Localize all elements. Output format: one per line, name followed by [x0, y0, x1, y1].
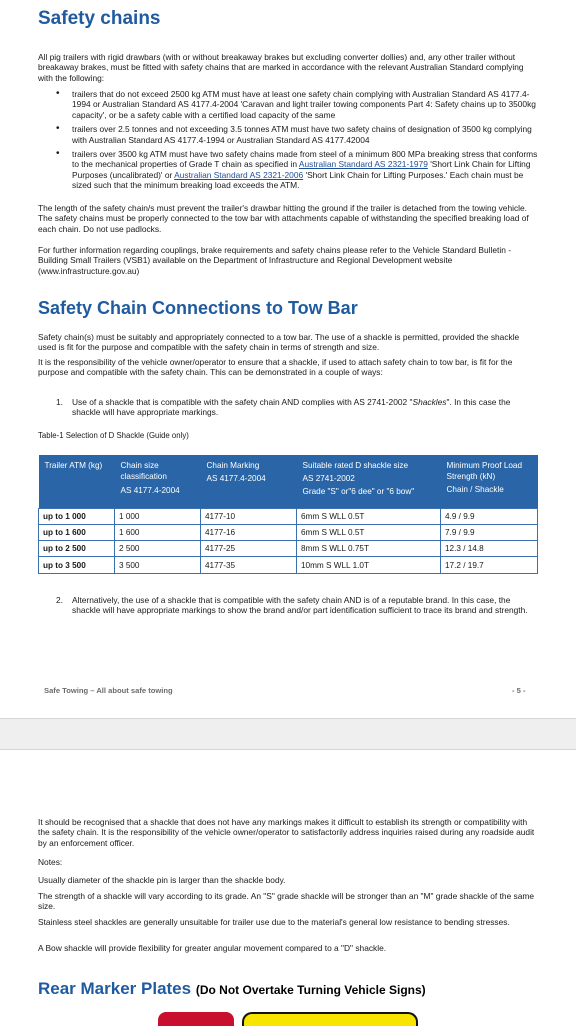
section-title-rear-marker-plates: Rear Marker Plates (Do Not Overtake Turning Vehicle Signs)	[38, 979, 426, 998]
item-number: 1.	[56, 397, 63, 407]
item-number: 2.	[56, 595, 63, 605]
standard-link-as2321-2006[interactable]: Australian Standard AS 2321-2006	[174, 169, 304, 180]
header-chain-marking: Chain Marking AS 4177.4-2004	[201, 455, 297, 509]
cell-chain-size: 1 000	[115, 509, 201, 525]
page-separator	[0, 718, 576, 750]
note-item: A Bow shackle will provide flexibility for greater angular movement compared to a "D" shackle.	[38, 943, 387, 953]
cell-proof-load: 4.9 / 9.9	[441, 509, 538, 525]
table-row	[39, 525, 538, 541]
cell-chain-size: 2 500	[115, 541, 201, 557]
cell-proof-load: 17.2 / 19.7	[441, 557, 538, 574]
intro-paragraph: All pig trailers with rigid drawbars (with or without breakaway brakes but excluding converter dollies) and, any other trailer without breakaway brakes, must be fitted with safety chains that are marked in accordance with the relevant Australian Standard complying with the following:	[38, 52, 524, 83]
cell-chain-marking: 4177-25	[201, 541, 297, 557]
table-row	[39, 557, 538, 574]
cell-shackle-size: 10mm S WLL 1.0T	[297, 557, 441, 574]
cell-atm: up to 3 500	[39, 557, 115, 574]
header-chain-size: Chain size classification AS 4177.4-2004	[115, 455, 201, 509]
note-item: The strength of a shackle will vary according to its grade. An "S" grade shackle will be stronger than an "M" grade shackle of the same size.	[38, 891, 535, 912]
cell-chain-marking: 4177-16	[201, 525, 297, 541]
unmarked-shackle-paragraph: It should be recognised that a shackle that does not have any markings makes it difficult to establish its strength or compatibility with the safety chain. It is the responsibility of the vehicle owner/operator to satisfactorily address inquiries raised during any roadside audit by an enforcement officer.	[38, 817, 535, 848]
method-item	[38, 595, 538, 616]
cell-chain-marking: 4177-35	[201, 557, 297, 574]
bullet-text: 'Short Link Chain for Lifting Purposes.' Each chain must be sized such that the minimum breaking load exceeds the ATM.	[72, 169, 524, 191]
table-row	[39, 541, 538, 557]
notes-label: Notes:	[38, 857, 63, 867]
section-title-connections: Safety Chain Connections to Tow Bar	[38, 298, 358, 318]
standard-link-as2321-1979[interactable]: Australian Standard AS 2321-1979	[298, 159, 428, 170]
page-number: - 5 -	[512, 686, 526, 695]
bullet-item	[38, 149, 538, 191]
cell-atm: up to 1 000	[39, 509, 115, 525]
further-info-paragraph: For further information regarding couplings, brake requirements and safety chains please refer to the Vehicle Standard Bulletin - Building Small Trailers (VSB1) available on the Department of Infrastructure and Regional Development website (www.infrastructure.gov.au)	[38, 245, 511, 276]
cell-shackle-size: 6mm S WLL 0.5T	[297, 509, 441, 525]
bullet-item: • trailers that do not exceed 2500 kg ATM must have at least one safety chain complying with Australian Standard AS 4177.4-1994 or Australian Standard AS 4177.4-2004 'Caravan and light trailer towing components Part 4: Safety chains up to 3500kg capacity', or be a safety cable with a certified load capacity of the same	[38, 89, 538, 120]
table-header-row	[39, 455, 538, 509]
table-caption: Table-1 Selection of D Shackle (Guide only)	[38, 431, 189, 440]
cell-shackle-size: 8mm S WLL 0.75T	[297, 541, 441, 557]
methods-list-2	[38, 595, 538, 616]
table-row	[39, 509, 538, 525]
d-shackle-table	[38, 455, 538, 574]
document-page-6	[0, 750, 576, 1024]
note-item: Usually diameter of the shackle pin is larger than the shackle body.	[38, 875, 286, 885]
connection-paragraph-1: Safety chain(s) must be suitably and appropriately connected to a tow bar. The use of a shackle is permitted, provided the shackle used is fit for the purpose and compatible with the safety chain in terms of strength and size.	[38, 332, 520, 353]
cell-chain-size: 1 600	[115, 525, 201, 541]
bullet-text: 'Short Link Chain for Lifting Purposes (uncalibrated)' or	[72, 159, 531, 180]
method-text: Use of a shackle that is compatible with the safety chain AND complies with AS 2741-2002 "	[72, 397, 413, 407]
page-footer-title: Safe Towing – All about safe towing	[44, 686, 173, 695]
methods-list-1	[38, 397, 538, 418]
requirements-list	[38, 89, 538, 195]
method-item	[38, 397, 538, 418]
chain-length-paragraph: The length of the safety chain/s must prevent the trailer's drawbar hitting the ground if the trailer is detached from the towing vehicle. The safety chains must be properly connected to the tow bar with attachments capable of withstanding the specified breaking load of each chain. Do not use padlocks.	[38, 203, 529, 234]
cell-chain-size: 3 500	[115, 557, 201, 574]
note-item: Stainless steel shackles are generally unsuitable for trailer use due to the material's general low resistance to bending stresses.	[38, 917, 510, 927]
connection-paragraph-2: It is the responsibility of the vehicle owner/operator to ensure that a shackle, if used to attach safety chain to tow bar, is fit for the purpose and compatible with the safety chain. This can be demonstrated in a couple of ways:	[38, 357, 513, 378]
cell-proof-load: 12.3 / 14.8	[441, 541, 538, 557]
cell-chain-marking: 4177-10	[201, 509, 297, 525]
section-title-safety-chains: Safety chains	[38, 8, 161, 29]
bullet-text: trailers over 3500 kg ATM must have two safety chains made from steel of a minimum 800 MPa breaking stress that conforms to the mechanical properties of Grade T chain as specified in	[72, 149, 538, 170]
section-subtitle: (Do Not Overtake Turning Vehicle Signs)	[195, 983, 426, 997]
method-text: ". In this case the shackle will have appropriate markings.	[72, 397, 511, 418]
method-text-emphasis: Shackles	[412, 397, 447, 407]
bullet-item: • trailers over 2.5 tonnes and not exceeding 3.5 tonnes ATM must have two safety chains of designation of 3500 kg complying with Australian Standard AS 4177.4-1994 or Australian Standard AS 4177.42004	[38, 124, 538, 145]
header-d-shackle-size: Suitable rated D shackle size AS 2741-2002 Grade "S" or"6 dee" or "6 bow"	[297, 455, 441, 509]
cell-shackle-size: 6mm S WLL 0.5T	[297, 525, 441, 541]
header-trailer-atm: Trailer ATM (kg)	[39, 455, 115, 509]
cell-proof-load: 7.9 / 9.9	[441, 525, 538, 541]
cell-atm: up to 1 600	[39, 525, 115, 541]
header-proof-load: Minimum Proof Load Strength (kN) Chain / Shackle	[441, 455, 538, 509]
method-text: Alternatively, the use of a shackle that is compatible with the safety chain AND is of a reputable brand. In this case, the shackle will have appropriate markings to show the brand and/or part identification sufficient to trace its brand and strength.	[72, 595, 528, 616]
cell-atm: up to 2 500	[39, 541, 115, 557]
